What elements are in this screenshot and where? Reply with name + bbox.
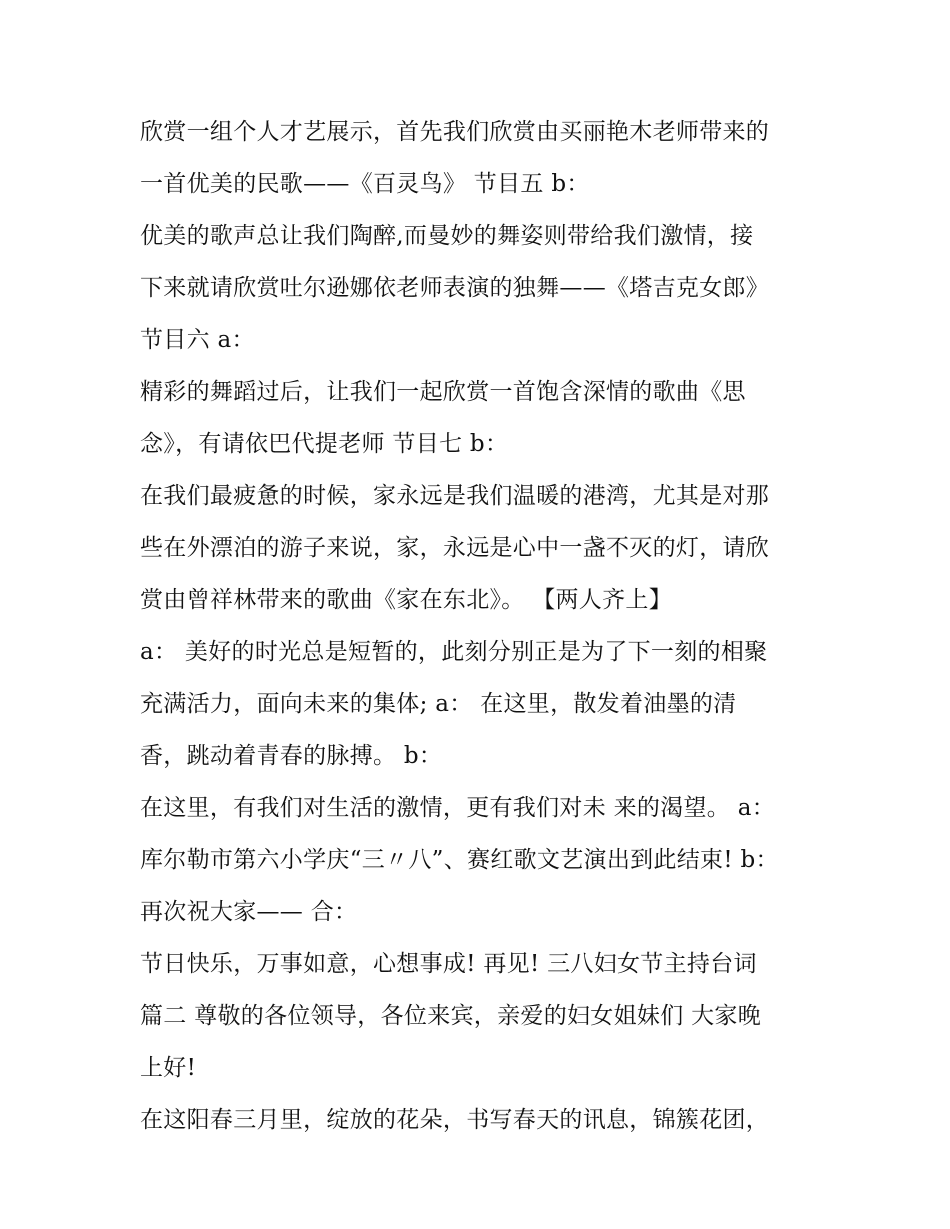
text-line: 库尔勒市第六小学庆“三〃八”、赛红歌文艺演出到此结束! b：: [140, 847, 779, 873]
text-line: a： 美好的时光总是短暂的，此刻分别正是为了下一刻的相聚: [140, 639, 768, 665]
text-line: 在这阳春三月里，绽放的花朵，书写春天的讯息，锦簇花团，: [140, 1107, 770, 1133]
text-line: 精彩的舞蹈过后，让我们一起欣赏一首饱含深情的歌曲《思: [140, 379, 746, 405]
text-line: 在这里，有我们对生活的激情，更有我们对未 来的渴望。 a：: [140, 795, 776, 821]
text-line: 赏由曾祥林带来的歌曲《家在东北》。 【两人齐上】: [140, 587, 673, 613]
text-line: 优美的歌声总让我们陶醉,而曼妙的舞姿则带给我们激情，接: [140, 223, 754, 249]
text-line: 上好!: [140, 1055, 197, 1081]
text-line: 香，跳动着青春的脉搏。 b：: [140, 743, 443, 769]
text-line: 下来就请欣赏吐尔逊娜依老师表演的独舞——《塔吉克女郎》: [140, 275, 770, 301]
text-line: 节目六 a：: [140, 327, 255, 353]
text-line: 在我们最疲惫的时候，家永远是我们温暖的港湾，尤其是对那: [140, 483, 770, 509]
text-line: 再次祝大家—— 合：: [140, 899, 358, 925]
text-line: 欣赏一组个人才艺展示，首先我们欣赏由买丽艳木老师带来的: [140, 119, 770, 145]
text-line: 充满活力，面向未来的集体; a： 在这里，散发着油墨的清: [140, 691, 737, 717]
text-line: 节日快乐，万事如意，心想事成! 再见! 三八妇女节主持台词: [140, 951, 757, 977]
text-line: 篇二 尊敬的各位领导，各位来宾，亲爱的妇女姐妹们 大家晚: [140, 1003, 762, 1029]
text-line: 一首优美的民歌——《百灵鸟》 节目五 b：: [140, 171, 590, 197]
body-text: [140, 106, 830, 1146]
text-line: 些在外漂泊的游子来说，家，永远是心中一盏不灭的灯，请欣: [140, 535, 770, 561]
text-line: 念》，有请依巴代提老师 节目七 b：: [140, 431, 509, 457]
